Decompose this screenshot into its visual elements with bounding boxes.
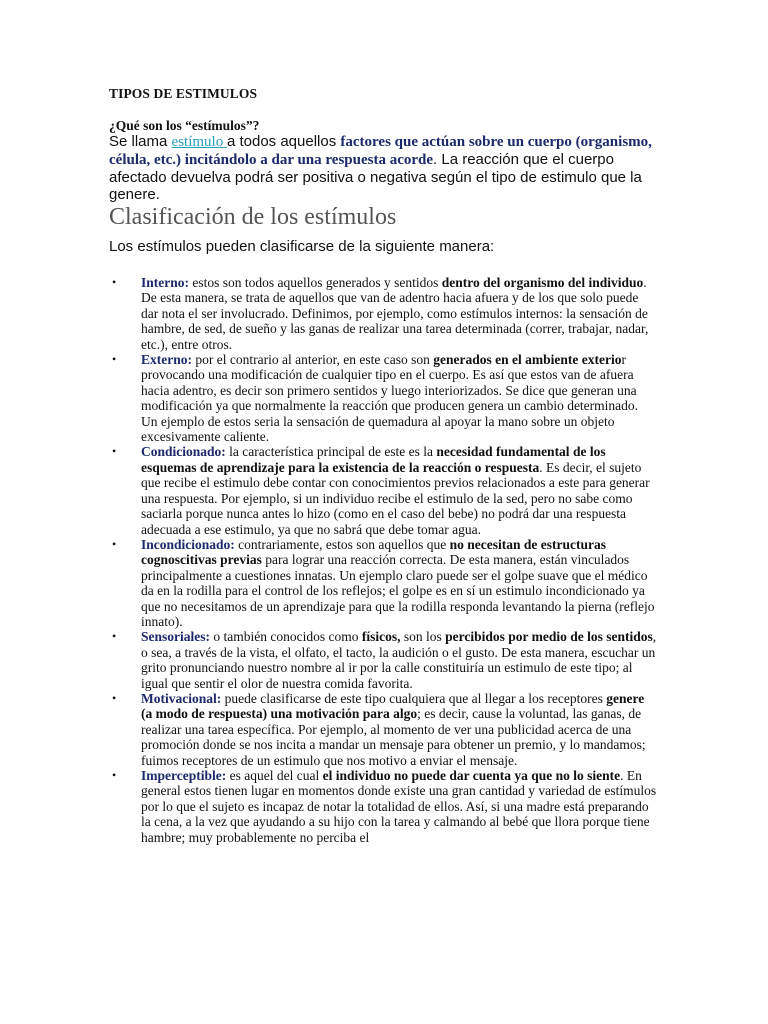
list-item-incondicionado (112, 537, 657, 629)
item-text: la característica principal de este es la (225, 444, 437, 460)
list-item-motivacional (112, 691, 657, 768)
intro-text-1: Se llama (109, 133, 172, 150)
item-text: es aquel del cual (226, 768, 323, 783)
item-text: o también conocidos como (210, 629, 362, 645)
stimulus-type-list (112, 275, 657, 845)
term-label: Condicionado: (141, 444, 226, 460)
list-item-condicionado (112, 444, 657, 536)
list-item-imperceptible (112, 768, 657, 845)
lead-text: Los estímulos pueden clasificarse de la siguiente manera: (109, 238, 495, 255)
item-bold: no necesitan de estructuras cognoscitivas previas (141, 536, 606, 568)
bullet-icon: • (112, 768, 117, 782)
item-text: r provocando una modificación de cualquier tipo en el cuerpo. Es así que estos van de afuera hacia adentro, es decir son primero sentidos y luego interiorizados. Se dice que generan una modificación ya que normalmente la reacción que producen genera un cambio determinado. Un ejemplo de estos seria la sensación de quemadura al apoyar la mano sobre un objeto excesivamente caliente. (141, 352, 639, 445)
item-bold: generados en el ambiente exterio (433, 352, 622, 368)
term-label: Externo: (141, 352, 192, 368)
item-text: ; es decir, cause la voluntad, las ganas, de realizar una tarea específica. Por ejemplo, al momento de ver una publicidad acerca de una promoción donde se nos incita a mandar un mensaje para obtener un premio, y lo mandamos; fuimos receptores de un estimulo que nos motivo a enviar el mensaje. (141, 706, 646, 768)
term-label: Incondicionado: (141, 536, 235, 552)
document-title: TIPOS DE ESTIMULOS (109, 86, 258, 101)
item-bold: físicos, (361, 629, 401, 645)
item-text: por el contrario al anterior, en este caso son (192, 352, 434, 368)
bullet-icon: • (112, 629, 117, 644)
term-label: Imperceptible: (141, 768, 227, 783)
item-text: , o sea, a través de la vista, el olfato, el tacto, la audición o el gusto. De esta manera, escuchar un grito pronunciando nuestro nombre al ir por la calle constituiría un estimulo de este tipo; al igual que sentir el olor de nuestra comida favorita. (141, 629, 657, 691)
intro-text-2: a todos aquellos (226, 133, 341, 150)
item-text: . En general estos tienen lugar en momentos donde existe una gran cantidad y variedad de estímulos por lo que el sujeto es incapaz de notar la totalidad de ellos. Así, si una madre está preparando la cena, a la vez que ayudando a su hijo con la tarea y calmando al bebé que llora porque tiene hambre; muy probablemente no perciba el (141, 768, 657, 845)
item-text: . De esta manera, se trata de aquellos que van de adentro hacia afuera y de los que solo puede dar nota el ser involucrado. Definimos, por ejemplo, como estímulos internos: la sensación de hambre, de sed, de sueño y las ganas de realizar una tarea determinada (correr, trabajar, nadar, etc.), entre otros. (141, 275, 649, 352)
list-item-interno (112, 275, 657, 352)
item-bold: necesidad fundamental de los esquemas de aprendizaje para la existencia de la reacción o respuesta (141, 444, 606, 475)
intro-bold-definition: factores que actúan sobre un cuerpo (organismo, célula, etc.) incitándolo a dar una respuesta acorde (109, 134, 652, 168)
item-text: estos son todos aquellos generados y sentidos (189, 275, 442, 290)
question-heading: ¿Qué son los “estímulos”? (109, 118, 260, 133)
item-text: son los (400, 629, 446, 645)
item-bold: dentro del organismo del individuo (441, 275, 644, 290)
item-text: contrariamente, estos son aquellos que (234, 536, 450, 552)
intro-paragraph (109, 133, 669, 203)
bullet-icon: • (112, 352, 117, 367)
intro-text-3: . La reacción que el cuerpo afectado devuelva podrá ser positiva o negativa según el tipo de estimulo que la genere. (109, 151, 642, 203)
item-bold: percibidos por medio de los sentidos (445, 629, 653, 645)
item-bold: el individuo no puede dar cuenta ya que no lo siente (322, 768, 621, 783)
item-text: . Es decir, el sujeto que recibe el estimulo debe contar con conocimientos previos relacionados a este para generar una respuesta. Por ejemplo, si un individuo recibe el estimulo de la sed, pero no sabe como saciarla porque nunca antes lo hizo (como en el caso del bebe) no podrá dar una respuesta adecuada a ese estimulo, ya que no sabrá que debe tomar agua. (141, 459, 650, 537)
item-text: para lograr una reacción correcta. De esta manera, están vinculados principalmente a cuestiones innatas. Un ejemplo claro puede ser el golpe suave que el médico da en la rodilla para el control de los reflejos; el golpe es en sí un estimulo incondicionado ya que no necesitamos de un aprendizaje para que la rodilla responda levantando la pierna (reflejo innato). (141, 552, 655, 629)
term-label: Motivacional: (141, 690, 222, 706)
bullet-icon: • (112, 536, 117, 551)
bullet-icon: • (112, 444, 117, 459)
bullet-icon: • (112, 690, 117, 705)
section-heading: Clasificación de los estímulos (109, 204, 397, 230)
estimulo-link[interactable]: estímulo (171, 134, 227, 150)
list-item-sensoriales (112, 629, 657, 691)
bullet-icon: • (112, 275, 117, 289)
term-label: Sensoriales: (141, 629, 210, 645)
item-bold: genere (a modo de respuesta) una motivación para algo (141, 690, 645, 722)
item-text: puede clasificarse de este tipo cualquiera que al llegar a los receptores (221, 690, 607, 706)
term-label: Interno: (141, 275, 189, 290)
list-item-externo (112, 352, 657, 444)
